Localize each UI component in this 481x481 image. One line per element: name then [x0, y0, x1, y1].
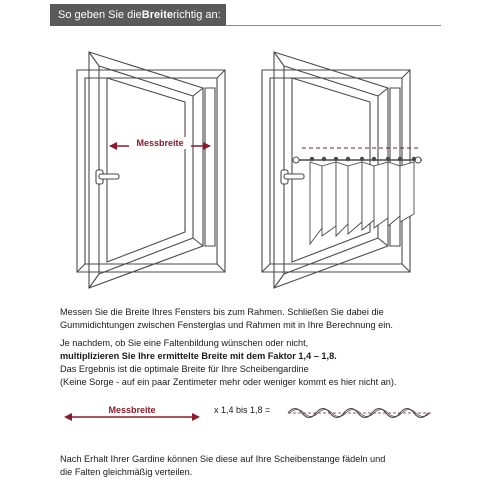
paragraph2-line4: (Keine Sorge - auf ein paar Zentimeter mehr oder weniger kommt es hier nicht an). — [60, 377, 397, 387]
pleated-curtain — [310, 162, 414, 244]
paragraph1-line2: Gummidichtungen zwischen Fensterglas und Rahmen mit in Ihre Berechnung ein. — [60, 320, 393, 330]
formula-factor: x 1,4 bis 1,8 = — [214, 405, 271, 415]
formula-measure-arrow — [62, 400, 202, 426]
paragraph-measure-instructions — [60, 306, 393, 332]
paragraph1-line1: Messen Sie die Breite Ihres Fensters bis zum Rahmen. Schließen Sie dabei die — [60, 307, 384, 317]
paragraph2-line2: multiplizieren Sie Ihre ermittelte Breite mit dem Faktor 1,4 – 1,8. — [60, 351, 337, 361]
paragraph3-line2: die Falten gleichmäßig verteilen. — [60, 467, 193, 477]
wave-pleat-icon — [286, 402, 436, 424]
formula-messbreite-label: Messbreite — [108, 405, 156, 415]
messbreite-label: Messbreite — [136, 138, 184, 148]
paragraph-factor-instructions — [60, 337, 397, 389]
header-suffix: richtig an: — [172, 9, 221, 21]
header-rule — [226, 25, 441, 26]
paragraph-final-instructions — [60, 453, 385, 479]
window-illustration-right — [250, 40, 440, 290]
paragraph2-line1: Je nachdem, ob Sie eine Faltenbildung wünschen oder nicht, — [60, 338, 309, 348]
window-illustration-left — [55, 40, 240, 290]
paragraph3-line1: Nach Erhalt Ihrer Gardine können Sie diese auf Ihre Scheibenstange fädeln und — [60, 454, 386, 464]
header-prefix: So geben Sie die — [58, 9, 142, 21]
section-header — [50, 4, 226, 26]
paragraph2-line3: Das Ergebnis ist die optimale Breite für Ihre Scheibengardine — [60, 364, 309, 374]
header-bold: Breite — [141, 9, 173, 21]
